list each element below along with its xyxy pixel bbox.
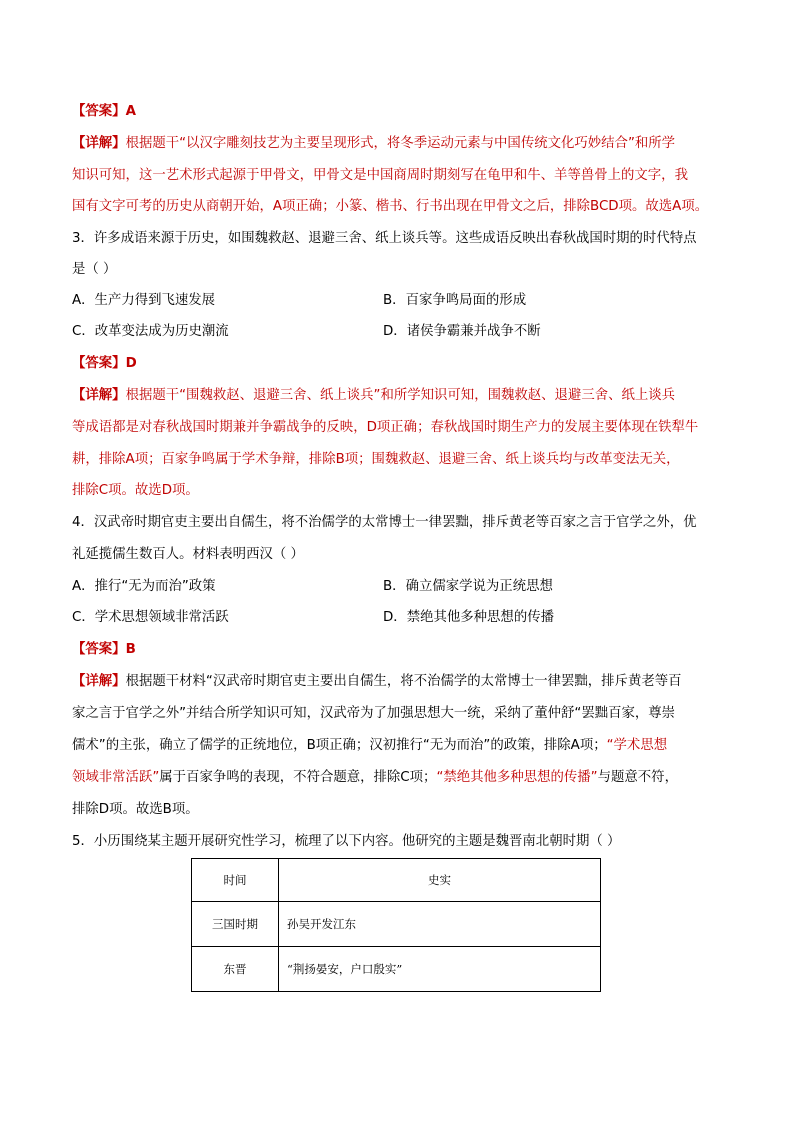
answer-tag: 【答案】	[72, 356, 126, 371]
q2-answer-line	[72, 102, 732, 122]
q4-stem-line-1: 4．汉武帝时期官吏主要出自儒生，将不治儒学的太常博士一律罢黜，排斥黄老等百家之言于官学之外，优	[72, 515, 697, 530]
q3-option-b: B．百家争鸣局面的形成	[383, 293, 527, 308]
answer-tag: 【答案】	[72, 104, 126, 119]
q4-detail-line-4	[72, 768, 732, 788]
q3-detail-line-1	[72, 386, 732, 406]
q4-detail-line-3	[72, 736, 732, 756]
detail-text: 根据题干“以汉字雕刻技艺为主要呈现形式，将冬季运动元素与中国传统文化巧妙结合”和所学	[125, 136, 676, 151]
q3-stem-line-1: 3．许多成语来源于历史，如围魏救赵、退避三舍、纸上谈兵等。这些成语反映出春秋战国时期的时代特点	[72, 231, 697, 246]
detail-quote: “学术思想	[606, 738, 668, 753]
q3-answer-line	[72, 354, 732, 374]
answer-value: B	[125, 642, 136, 657]
q3-option-a: A．生产力得到飞速发展	[72, 293, 216, 308]
table-cell: 东晋	[192, 947, 279, 992]
q2-detail-line-2: 知识可知，这一艺术形式起源于甲骨文，甲骨文是中国商周时期刻写在龟甲和牛、羊等兽骨上的文字，我	[72, 168, 688, 183]
table-cell: 三国时期	[192, 902, 279, 947]
q4-detail-line-5: 排除D项。故选B项。	[72, 802, 199, 817]
detail-tag: 【详解】	[72, 136, 126, 151]
q4-option-a: A．推行“无为而治”政策	[72, 579, 216, 594]
detail-text: 属于百家争鸣的表现，不符合题意，排除C项；	[159, 770, 437, 785]
q3-stem-line-2: 是（ ）	[72, 262, 117, 277]
table-row	[192, 902, 601, 947]
table-header-cell: 时间	[192, 859, 279, 902]
q3-option-c: C．改革变法成为历史潮流	[72, 324, 229, 339]
detail-quote: 领域非常活跃”	[72, 770, 160, 785]
q3-detail-line-2: 等成语都是对春秋战国时期兼并争霸战争的反映，D项正确；春秋战国时期生产力的发展主要体现在铁犁牛	[72, 420, 699, 435]
detail-text: 根据题干材料“汉武帝时期官吏主要出自儒生，将不治儒学的太常博士一律罢黜，排斥黄老等百	[125, 674, 682, 689]
q3-option-d: D．诸侯争霸兼并战争不断	[383, 324, 541, 339]
q4-option-d: D．禁绝其他多种思想的传播	[383, 610, 554, 625]
table-header-row	[192, 859, 601, 902]
detail-tag: 【详解】	[72, 388, 126, 403]
q4-answer-line	[72, 640, 732, 660]
q4-option-c: C．学术思想领域非常活跃	[72, 610, 229, 625]
q4-detail-line-2: 家之言于官学之外”并结合所学知识可知，汉武帝为了加强思想大一统，采纳了董仲舒“罢黜百家，尊崇	[72, 706, 676, 721]
answer-value: A	[125, 104, 136, 119]
q4-detail-line-1	[72, 672, 732, 692]
answer-value: D	[125, 356, 137, 371]
detail-quote: “禁绝其他多种思想的传播”	[436, 770, 598, 785]
q4-stem-line-2: 礼延揽儒生数百人。材料表明西汉（ ）	[72, 547, 304, 562]
detail-tag: 【详解】	[72, 674, 126, 689]
detail-text: 与题意不符，	[597, 770, 678, 785]
detail-text: 根据题干“围魏救赵、退避三舍、纸上谈兵”和所学知识可知，围魏救赵、退避三舍、纸上谈兵	[125, 388, 676, 403]
table-row	[192, 947, 601, 992]
q5-stem-line-1: 5．小历围绕某主题开展研究性学习，梳理了以下内容。他研究的主题是魏晋南北朝时期（ ）	[72, 834, 621, 849]
history-table	[191, 858, 601, 992]
q3-detail-line-4: 排除C项。故选D项。	[72, 483, 199, 498]
q2-detail-line-3: 国有文字可考的历史从商朝开始，A项正确；小篆、楷书、行书出现在甲骨文之后，排除BCD项。故选A项。	[72, 199, 709, 214]
table-header-cell: 史实	[279, 859, 601, 902]
answer-tag: 【答案】	[72, 642, 126, 657]
table-cell: 孙吴开发江东	[279, 902, 601, 947]
detail-text: 儒术”的主张，确立了儒学的正统地位，B项正确；汉初推行“无为而治”的政策，排除A项；	[72, 738, 607, 753]
table-cell: “荆扬晏安，户口殷实”	[279, 947, 601, 992]
q3-detail-line-3: 耕，排除A项；百家争鸣属于学术争辩，排除B项；围魏救赵、退避三舍、纸上谈兵均与改革变法无关，	[72, 452, 680, 467]
q5-table	[191, 858, 601, 986]
q4-option-b: B．确立儒家学说为正统思想	[383, 579, 553, 594]
q2-detail-line-1	[72, 134, 732, 154]
